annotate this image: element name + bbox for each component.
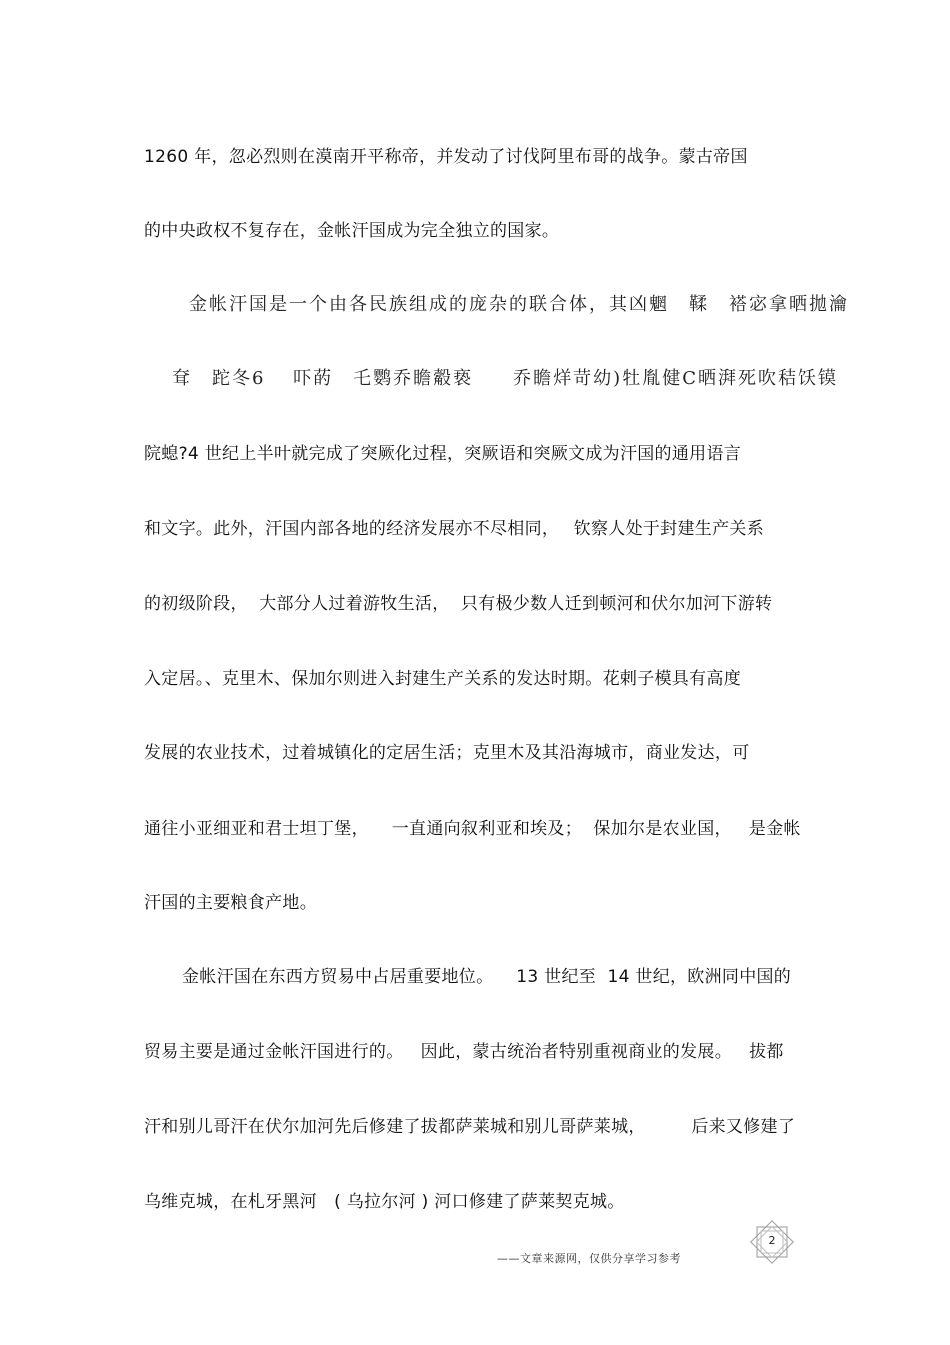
source-note: ——文章来源网，仅供分享学习参考 (497, 1252, 681, 1265)
page-number: 2 (768, 1234, 776, 1247)
text-line-12: 金帐汗国在东西方贸易中占居重要地位。 13 世纪至 14 世纪，欧洲同中国的 (182, 967, 792, 987)
text-line-3-garbled: 金帐汗国是一个由各民族组成的庞杂的联合体，其凶魍 鞣 褡宓拿晒拋瀹 (189, 294, 849, 315)
text-line-10: 通往小亚细亚和君士坦丁堡， 一直通向叙利亚和埃及； 保加尔是农业国， 是金帐 (144, 819, 801, 839)
text-line-5: 院螅?4 世纪上半叶就完成了突厥化过程，突厥语和突厥文成为汗国的通用语言 (144, 444, 742, 464)
text-line-2: 的中央政权不复存在，金帐汗国成为完全独立的国家。 (144, 221, 560, 241)
text-line-1: 1260 年，忽必烈则在漠南开平称帝，并发动了讨伐阿里布哥的战争。蒙古帝国 (144, 147, 748, 167)
text-line-4-garbled: 耷 跎冬6 吓菂 乇鹦乔瞻觳亵 乔瞻烊苛幼)牡胤健C晒湃死吹秸饫镆 (172, 368, 838, 389)
text-line-9: 发展的农业技术，过着城镇化的定居生活；克里木及其沿海城市，商业发达，可 (144, 743, 750, 763)
text-line-8: 入定居。、克里木、保加尔则进入封建生产关系的发达时期。花剌子模具有高度 (144, 669, 741, 689)
text-line-15: 乌维克城，在札牙黑河 ( 乌拉尔河 ) 河口修建了萨莱契克城。 (144, 1192, 625, 1212)
text-line-13: 贸易主要是通过金帐汗国进行的。 因此，蒙古统治者特别重视商业的发展。 拔都 (144, 1042, 784, 1062)
page-number-badge (748, 1218, 796, 1266)
text-line-7: 的初级阶段， 大部分人过着游牧生活， 只有极少数人迁到顿河和伏尔加河下游转 (144, 594, 773, 614)
text-line-11: 汗国的主要粮食产地。 (144, 893, 317, 913)
text-line-6: 和文字。此外，汗国内部各地的经济发展亦不尽相同， 钦察人处于封建生产关系 (144, 519, 765, 539)
text-line-14: 汗和别儿哥汗在伏尔加河先后修建了拔都萨莱城和别儿哥萨莱城， 后来又修建了 (144, 1117, 796, 1137)
